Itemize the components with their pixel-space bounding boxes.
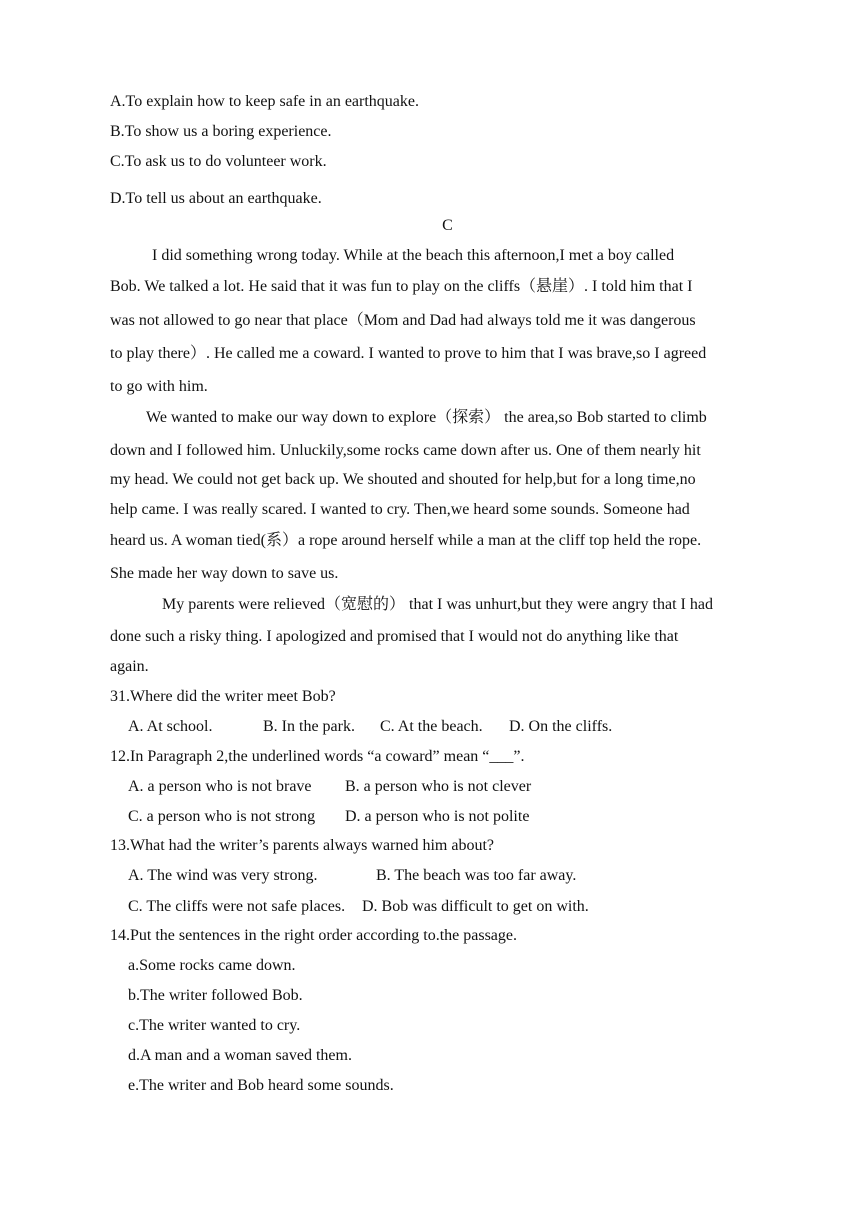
question-31-option-d: D. On the cliffs. (509, 718, 613, 735)
passage-p2-line: my head. We could not get back up. We shouted and shouted for help,but for a long time,no (110, 471, 696, 488)
question-13-stem: 13.What had the writer’s parents always warned him about? (110, 837, 495, 854)
passage-p3-line: again. (110, 658, 149, 675)
question-31-option-c: C. At the beach. (380, 718, 483, 735)
question-31-option-b: B. In the park. (263, 718, 355, 735)
question-13-option-a: A. The wind was very strong. (128, 867, 318, 884)
passage-p2-line: help came. I was really scared. I wanted to cry. Then,we heard some sounds. Someone had (110, 501, 690, 518)
section-heading: C (442, 217, 453, 234)
passage-p1-line: I did something wrong today. While at the beach this afternoon,I met a boy called (152, 247, 675, 264)
prev-option-c: C.To ask us to do volunteer work. (110, 153, 327, 170)
passage-p2-line: She made her way down to save us. (110, 565, 339, 582)
question-12-stem: 12.In Paragraph 2,the underlined words “a coward” mean “___”. (110, 748, 525, 765)
passage-p2-line: down and I followed him. Unluckily,some rocks came down after us. One of them nearly hit (110, 442, 701, 459)
question-13-option-c: C. The cliffs were not safe places. (128, 898, 346, 915)
passage-p1-line: to play there）. He called me a coward. I wanted to prove to him that I was brave,so I agreed (110, 345, 707, 362)
question-12-option-c: C. a person who is not strong (128, 808, 316, 825)
passage-p1-line: was not allowed to go near that place（Mom and Dad had always told me it was dangerous (110, 312, 696, 329)
prev-option-d: D.To tell us about an earthquake. (110, 190, 322, 207)
question-12-option-d: D. a person who is not polite (345, 808, 530, 825)
passage-p3-line: My parents were relieved（宽慰的） that I was unhurt,but they were angry that I had (162, 596, 713, 613)
passage-p1-line: to go with him. (110, 378, 208, 395)
prev-option-b: B.To show us a boring experience. (110, 123, 332, 140)
passage-p3-line: done such a risky thing. I apologized and promised that I would not do anything like that (110, 628, 679, 645)
question-13-option-d: D. Bob was difficult to get on with. (362, 898, 589, 915)
prev-option-a: A.To explain how to keep safe in an earthquake. (110, 93, 419, 110)
question-14-item-d: d.A man and a woman saved them. (128, 1047, 352, 1064)
question-31-option-a: A. At school. (128, 718, 213, 735)
passage-p1-line: Bob. We talked a lot. He said that it was fun to play on the cliffs（悬崖）. I told him that I (110, 278, 693, 295)
question-14-item-a: a.Some rocks came down. (128, 957, 296, 974)
passage-p2-line: We wanted to make our way down to explore（探索） the area,so Bob started to climb (146, 409, 707, 426)
question-14-stem: 14.Put the sentences in the right order according to.the passage. (110, 927, 517, 944)
question-14-item-b: b.The writer followed Bob. (128, 987, 303, 1004)
question-12-option-a: A. a person who is not brave (128, 778, 312, 795)
question-14-item-e: e.The writer and Bob heard some sounds. (128, 1077, 394, 1094)
question-31-stem: 31.Where did the writer meet Bob? (110, 688, 336, 705)
question-12-option-b: B. a person who is not clever (345, 778, 532, 795)
passage-p2-line: heard us. A woman tied(系）a rope around herself while a man at the cliff top held the rope. (110, 532, 702, 549)
question-13-option-b: B. The beach was too far away. (376, 867, 577, 884)
question-14-item-c: c.The writer wanted to cry. (128, 1017, 301, 1034)
